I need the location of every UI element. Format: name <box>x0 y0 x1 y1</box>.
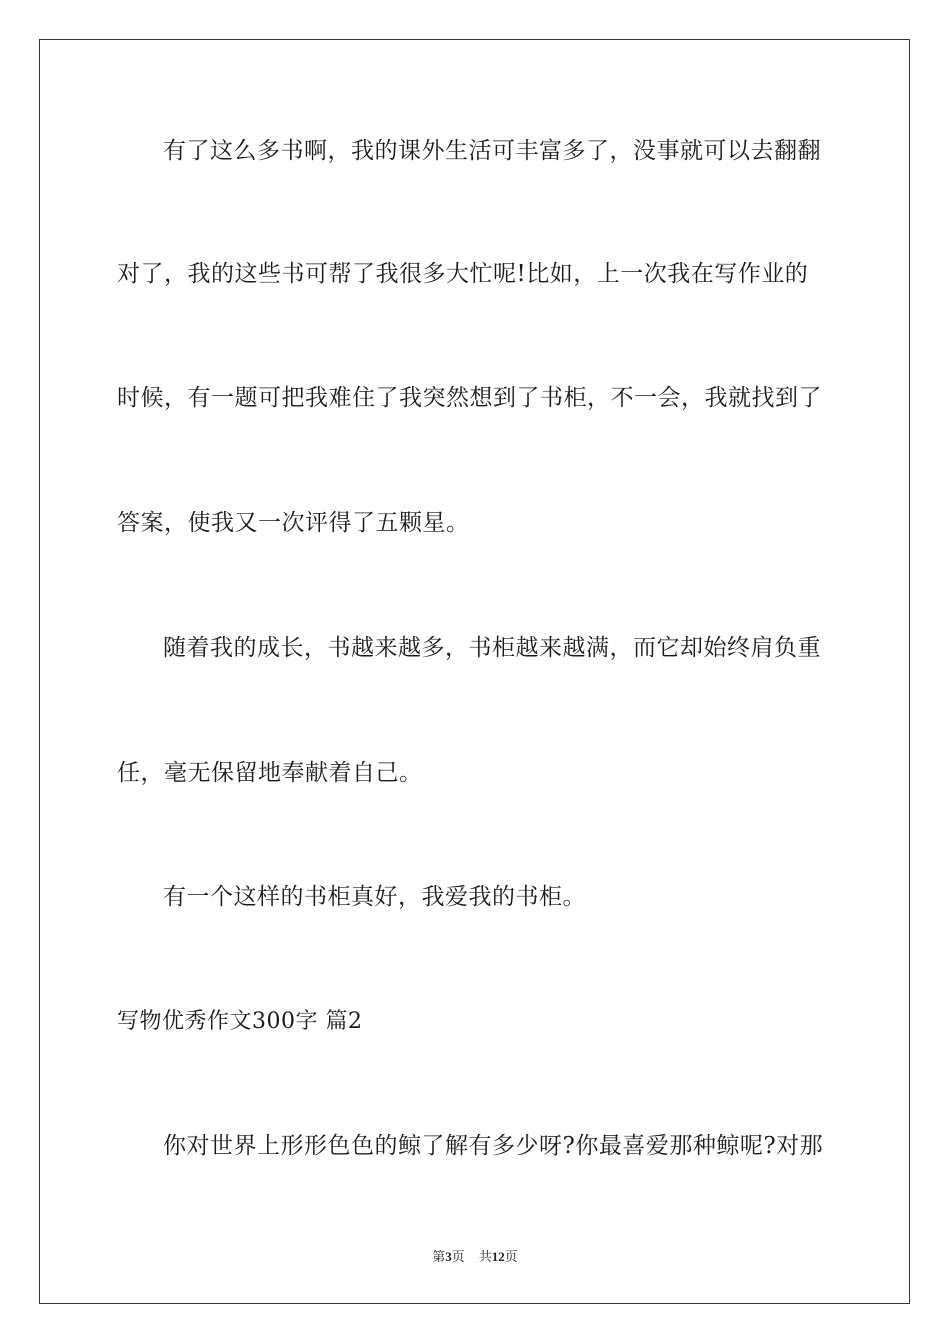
paragraph-line: 随着我的成长，书越来越多，书柜越来越满，而它却始终肩负重 <box>163 635 821 661</box>
page-border <box>39 39 910 1304</box>
paragraph-line: 时候，有一题可把我难住了我突然想到了书柜，不一会，我就找到了 <box>117 385 822 411</box>
section-heading: 写物优秀作文300字 篇2 <box>117 1009 363 1034</box>
page-unit: 页 <box>451 1249 465 1264</box>
page-current: 3 <box>445 1249 452 1264</box>
paragraph-line: 对了，我的这些书可帮了我很多大忙呢!比如，上一次我在写作业的 <box>117 261 809 287</box>
page-prefix: 第 <box>432 1249 446 1264</box>
page-footer <box>0 1248 950 1266</box>
paragraph-line: 你对世界上形形色色的鲸了解有多少呀?你最喜爱那种鲸呢?对那 <box>163 1133 824 1159</box>
total-unit: 页 <box>504 1249 518 1264</box>
paragraph-line: 有一个这样的书柜真好，我爱我的书柜。 <box>163 884 586 910</box>
page-total: 12 <box>491 1249 505 1264</box>
paragraph-line: 答案，使我又一次评得了五颗星。 <box>117 510 470 536</box>
total-prefix: 共 <box>478 1249 492 1264</box>
paragraph-line: 任，毫无保留地奉献着自己。 <box>117 760 423 786</box>
paragraph-line: 有了这么多书啊，我的课外生活可丰富多了，没事就可以去翻翻 <box>163 138 821 164</box>
